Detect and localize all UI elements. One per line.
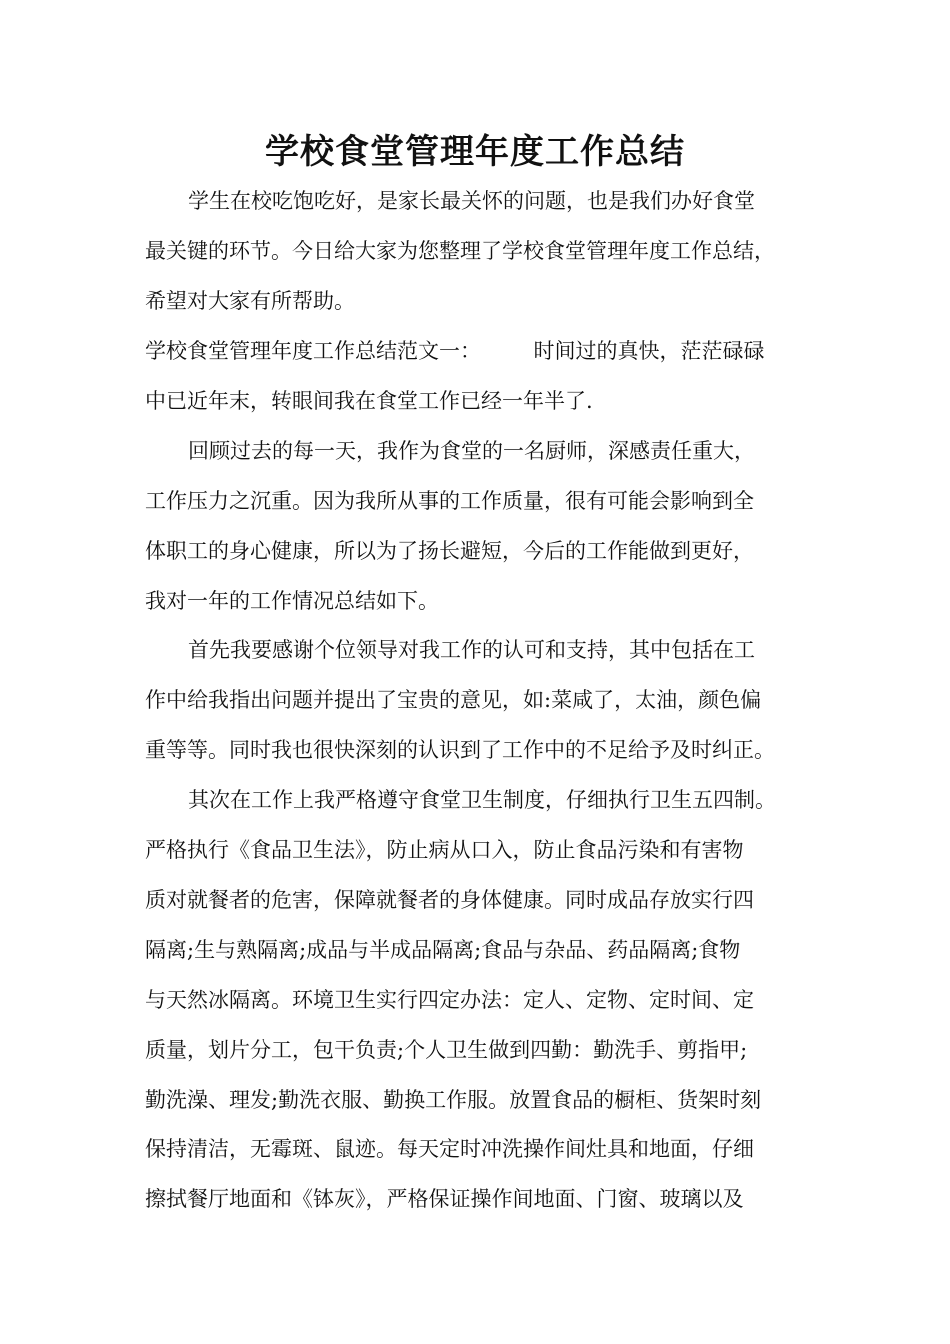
paragraph-line: 保持清洁，无霉斑、鼠迹。每天定时冲洗操作间灶具和地面，仔细 xyxy=(145,1137,754,1161)
paragraph-line: 体职工的身心健康，所以为了扬长避短，今后的工作能做到更好， xyxy=(145,539,754,563)
paragraph-line: 作中给我指出问题并提出了宝贵的意见，如:菜咸了，太油，颜色偏 xyxy=(145,688,762,712)
paragraph-line: 工作压力之沉重。因为我所从事的工作质量，很有可能会影响到全 xyxy=(145,489,754,513)
paragraph-line: 回顾过去的每一天，我作为食堂的一名厨师，深感责任重大， xyxy=(188,439,755,463)
paragraph-line: 最关键的环节。今日给大家为您整理了学校食堂管理年度工作总结， xyxy=(145,239,775,263)
paragraph-line: 学校食堂管理年度工作总结范文一： 时间过的真快，茫茫碌碌 xyxy=(145,339,765,363)
paragraph-line: 与天然冰隔离。环境卫生实行四定办法：定人、定物、定时间、定 xyxy=(145,988,754,1012)
paragraph-line: 学生在校吃饱吃好，是家长最关怀的问题，也是我们办好食堂 xyxy=(188,189,755,213)
paragraph-line: 擦拭餐厅地面和《钵灰》，严格保证操作间地面、门窗、玻璃以及 xyxy=(145,1187,744,1211)
paragraph-line: 勤洗澡、理发;勤洗衣服、勤换工作服。放置食品的橱柜、货架时刻 xyxy=(145,1088,762,1112)
paragraph-line: 中已近年末，转眼间我在食堂工作已经一年半了. xyxy=(145,389,593,413)
paragraph-line: 首先我要感谢个位领导对我工作的认可和支持，其中包括在工 xyxy=(188,638,755,662)
paragraph-line: 严格执行《食品卫生法》，防止病从口入，防止食品污染和有害物 xyxy=(145,838,744,862)
paragraph-line: 希望对大家有所帮助。 xyxy=(145,289,355,313)
paragraph-line: 我对一年的工作情况总结如下。 xyxy=(145,589,439,613)
paragraph-line: 隔离;生与熟隔离;成品与半成品隔离;食品与杂品、药品隔离;食物 xyxy=(145,938,741,962)
paragraph-line: 其次在工作上我严格遵守食堂卫生制度，仔细执行卫生五四制。 xyxy=(188,788,776,812)
paragraph-line: 重等等。同时我也很快深刻的认识到了工作中的不足给予及时纠正。 xyxy=(145,738,775,762)
document-title: 学校食堂管理年度工作总结 xyxy=(265,132,685,172)
paragraph-line: 质对就餐者的危害，保障就餐者的身体健康。同时成品存放实行四 xyxy=(145,888,754,912)
paragraph-line: 质量，划片分工，包干负责;个人卫生做到四勤：勤洗手、剪指甲; xyxy=(145,1038,748,1062)
